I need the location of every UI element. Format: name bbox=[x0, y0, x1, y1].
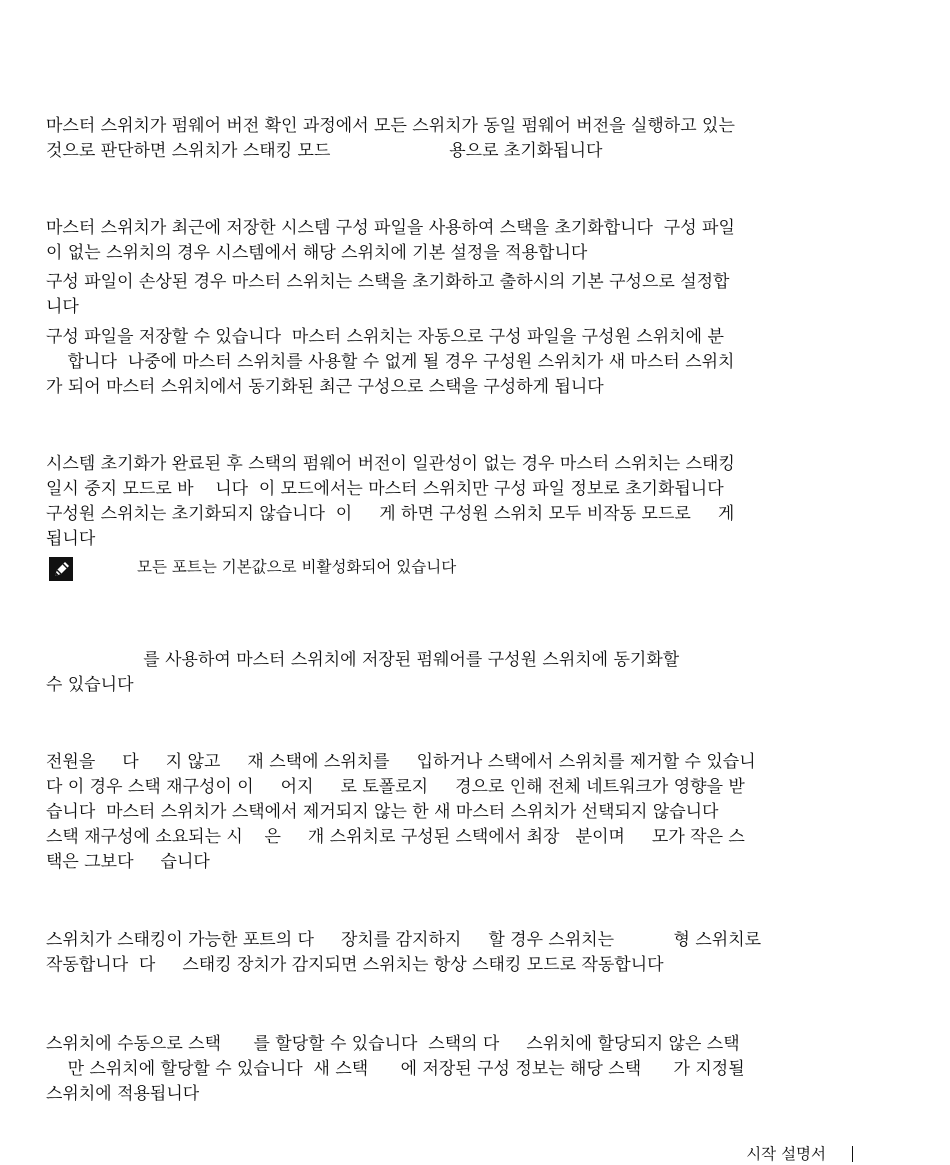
note-pencil-icon bbox=[48, 556, 74, 582]
paragraph-corrupt-config: 구성 파일이 손상된 경우 마스터 스위치는 스택을 초기화하고 출하시의 기본 구성으로 설정합 니다 bbox=[46, 272, 730, 317]
paragraph-save-config: 구성 파일을 저장할 수 있습니다 마스터 스위치는 자동으로 구성 파일을 구성원 스위치에 분 합니다 나중에 마스터 스위치를 사용할 수 없게 될 경우 구성원 스위치가 새 마스터 스위치 가 되어 마스터 스위치에서 동기화된 최근 구성으로 스택을 구성하게 됩니다 bbox=[46, 327, 735, 397]
paragraph-config-file-init: 마스터 스위치가 최근에 저장한 시스템 구성 파일을 사용하여 스택을 초기화합니다 구성 파일 이 없는 스위치의 경우 시스템에서 해당 스위치에 기본 설정을 적용합니다 bbox=[46, 218, 735, 263]
paragraph-hot-swap: 전원을 다 지 않고 재 스택에 스위치를 입하거나 스택에서 스위치를 제거할 수 있습니 다 이 경우 스택 재구성이 이 어지 로 토폴로지 경으로 인해 전체 네트워크가 영향을 받 습니다 마스터 스위치가 스택에서 제거되지 않는 한 새 마스터 스위치가 선택되지 않습니다 스택 재구성에 소요되는 시 은 개 스위치로 구성된 스택에서 최장 분이며 모가 작은 스 택은 그보다 습니다 bbox=[46, 752, 756, 872]
paragraph-firmware-inconsistency: 시스템 초기화가 완료된 후 스택의 펌웨어 버전이 일관성이 없는 경우 마스터 스위치는 스태킹 일시 중지 모드로 바 니다 이 모드에서는 마스터 스위치만 구성 파일 정보로 초기화됩니다 구성원 스위치는 초기화되지 않습니다 이 게 하면 구성원 스위치 모두 비작동 모드로 게 됩니다 bbox=[46, 454, 735, 549]
footer-guide-title: 시작 설명서 bbox=[746, 1145, 826, 1163]
note-text: 모든 포트는 기본값으로 비활성화되어 있습니다 bbox=[137, 558, 457, 576]
paragraph-stacking-mode-init: 마스터 스위치가 펌웨어 버전 확인 과정에서 모든 스위치가 동일 펌웨어 버전을 실행하고 있는 것으로 판단하면 스위치가 스태킹 모드 용으로 초기화됩니다 bbox=[46, 116, 735, 161]
footer-divider bbox=[852, 1146, 853, 1162]
paragraph-stack-id: 스위치에 수동으로 스택 를 할당할 수 있습니다 스택의 다 스위치에 할당되지 않은 스택 만 스위치에 할당할 수 있습니다 새 스택 에 저장된 구성 정보는 해당 스택 가 지정될 스위치에 적용됩니다 bbox=[46, 1034, 745, 1104]
paragraph-standalone-mode: 스위치가 스태킹이 가능한 포트의 다 장치를 감지하지 할 경우 스위치는 형 스위치로 작동합니다 다 스태킹 장치가 감지되면 스위치는 항상 스태킹 모드로 작동합니다 bbox=[46, 930, 762, 975]
paragraph-firmware-sync: 를 사용하여 마스터 스위치에 저장된 펌웨어를 구성원 스위치에 동기화할 수 있습니다 bbox=[46, 650, 680, 695]
